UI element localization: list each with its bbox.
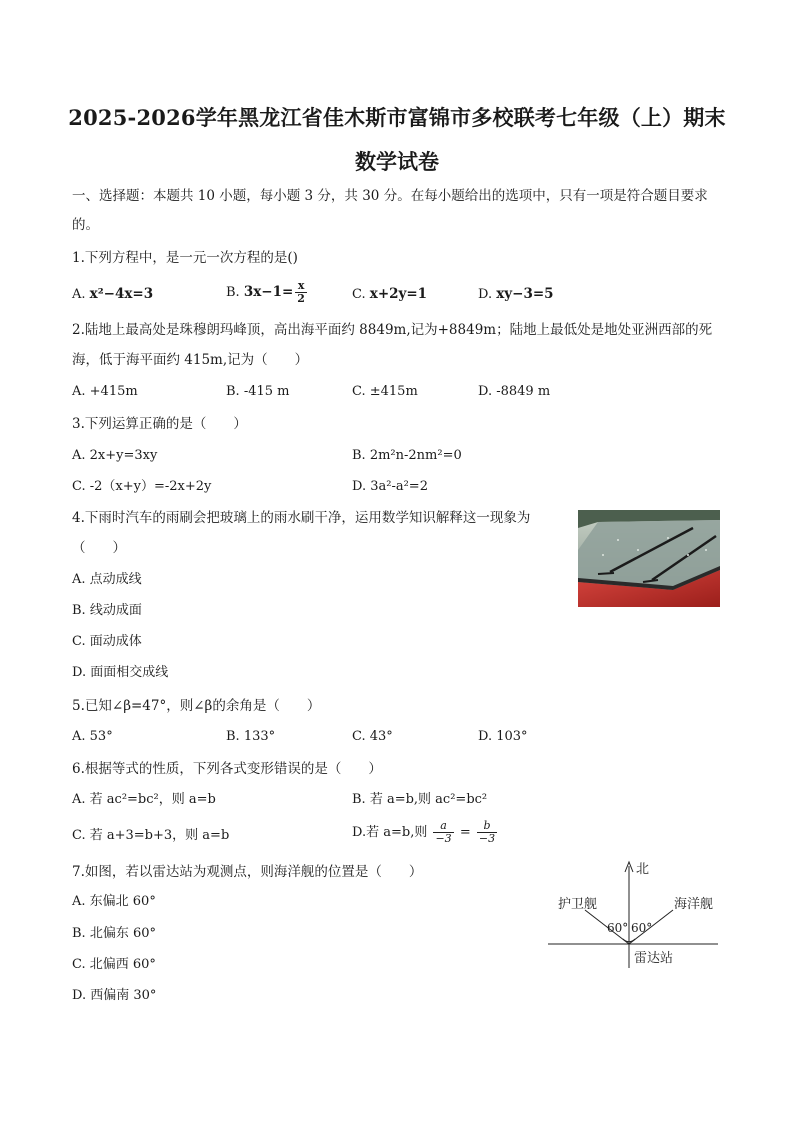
exam-title: 2025-2026学年黑龙江省佳木斯市富锦市多校联考七年级（上）期末 (68, 105, 726, 130)
q6-option-d-fraction-left (433, 820, 453, 845)
q1-option-d (478, 284, 554, 305)
q1-option-a-label: A. (72, 287, 86, 302)
exam-subtitle: 数学试卷 (355, 149, 439, 174)
q1-option-a (72, 284, 153, 305)
q6-frac-left-num: a (433, 820, 453, 833)
windshield-wiper-photo (578, 510, 720, 607)
ocean-ship-label: 海洋舰 (674, 897, 714, 912)
q4-option-c: C. 面动成体 (72, 634, 142, 649)
left-angle-label: 60° (607, 921, 629, 935)
q1-option-c (352, 284, 427, 305)
q5-option-d: D. 103° (478, 729, 528, 744)
q1-option-a-expr: x²−4x=3 (89, 286, 154, 302)
q2-stem-cont: 海，低于海平面约 415m,记为（ ） (72, 352, 309, 368)
q1-option-b-den: 2 (297, 292, 305, 305)
q6-frac-right-den: −3 (478, 832, 496, 845)
q1-option-d-expr: xy−3=5 (496, 286, 554, 302)
q1-option-b-expr: 3x−1= (243, 284, 294, 300)
q7-option-a: A. 东偏北 60° (72, 894, 156, 909)
q6-option-a: A. 若 ac²=bc²，则 a=b (72, 792, 216, 807)
q5-option-a: A. 53° (72, 729, 113, 744)
q2-option-d: D. -8849 m (478, 384, 551, 399)
north-label: 北 (636, 862, 650, 877)
q1-option-b-num: x (295, 280, 307, 293)
q6-frac-right-num: b (477, 820, 497, 833)
q7-option-d: D. 西偏南 30° (72, 988, 157, 1003)
q2-stem: 2.陆地上最高处是珠穆朗玛峰顶，高出海平面约 8849m,记为+8849m；陆地上最低处是地处亚洲西部的死 (72, 322, 713, 338)
right-angle-label: 60° (631, 921, 653, 935)
q1-option-c-label: C. (352, 287, 366, 302)
q7-option-b: B. 北偏东 60° (72, 926, 156, 941)
q1-stem: 1.下列方程中，是一元一次方程的是() (72, 250, 298, 266)
q6-option-b: B. 若 a=b,则 ac²=bc² (352, 792, 488, 807)
q1-option-b-label: B. (226, 285, 240, 300)
q4-option-b: B. 线动成面 (72, 603, 142, 618)
q6-frac-left-den: −3 (435, 832, 452, 845)
q4-stem-cont: （ ） (72, 540, 126, 556)
q4-option-a: A. 点动成线 (72, 572, 142, 587)
q7-stem: 7.如图，若以雷达站为观测点，则海洋舰的位置是（ ） (72, 864, 423, 880)
q3-option-a: A. 2x+y=3xy (72, 448, 158, 463)
q3-stem: 3.下列运算正确的是（ ） (72, 416, 247, 432)
q3-option-c: C. -2（x+y）=-2x+2y (72, 479, 212, 494)
section-heading-cont: 的。 (72, 217, 99, 233)
q6-option-d-prefix: D.若 a=b,则 (352, 825, 428, 840)
q1-option-d-label: D. (478, 287, 493, 302)
q6-option-c: C. 若 a+3=b+3，则 a=b (72, 828, 230, 843)
q1-option-b (226, 280, 309, 305)
q5-option-c: C. 43° (352, 729, 393, 744)
q5-stem: 5.已知∠β=47°，则∠β的余角是（ ） (72, 698, 321, 714)
q2-option-b: B. -415 m (226, 384, 290, 399)
q6-option-d (352, 820, 499, 845)
q4-stem: 4.下雨时汽车的雨刷会把玻璃上的雨水刷干净，运用数学知识解释这一现象为 (72, 510, 531, 526)
q4-option-d: D. 面面相交成线 (72, 665, 169, 680)
q5-option-b: B. 133° (226, 729, 276, 744)
q3-option-d: D. 3a²-a²=2 (352, 479, 428, 494)
q6-stem: 6.根据等式的性质，下列各式变形错误的是（ ） (72, 761, 382, 777)
q3-option-b: B. 2m²n-2nm²=0 (352, 448, 462, 463)
q6-option-d-equals: = (459, 825, 471, 840)
q1-option-c-expr: x+2y=1 (369, 286, 428, 302)
q1-option-b-fraction (295, 280, 307, 305)
q6-option-d-fraction-right (477, 820, 497, 845)
escort-ship-label: 护卫舰 (558, 897, 598, 912)
q7-option-c: C. 北偏西 60° (72, 957, 156, 972)
section-heading: 一、选择题：本题共 10 小题，每小题 3 分，共 30 分。在每小题给出的选项中，只有一项是符合题目要求 (72, 188, 708, 204)
q2-option-c: C. ±415m (352, 384, 418, 399)
radar-bearing-diagram (540, 858, 730, 968)
radar-station-label: 雷达站 (634, 951, 674, 966)
q2-option-a: A. +415m (72, 384, 138, 399)
